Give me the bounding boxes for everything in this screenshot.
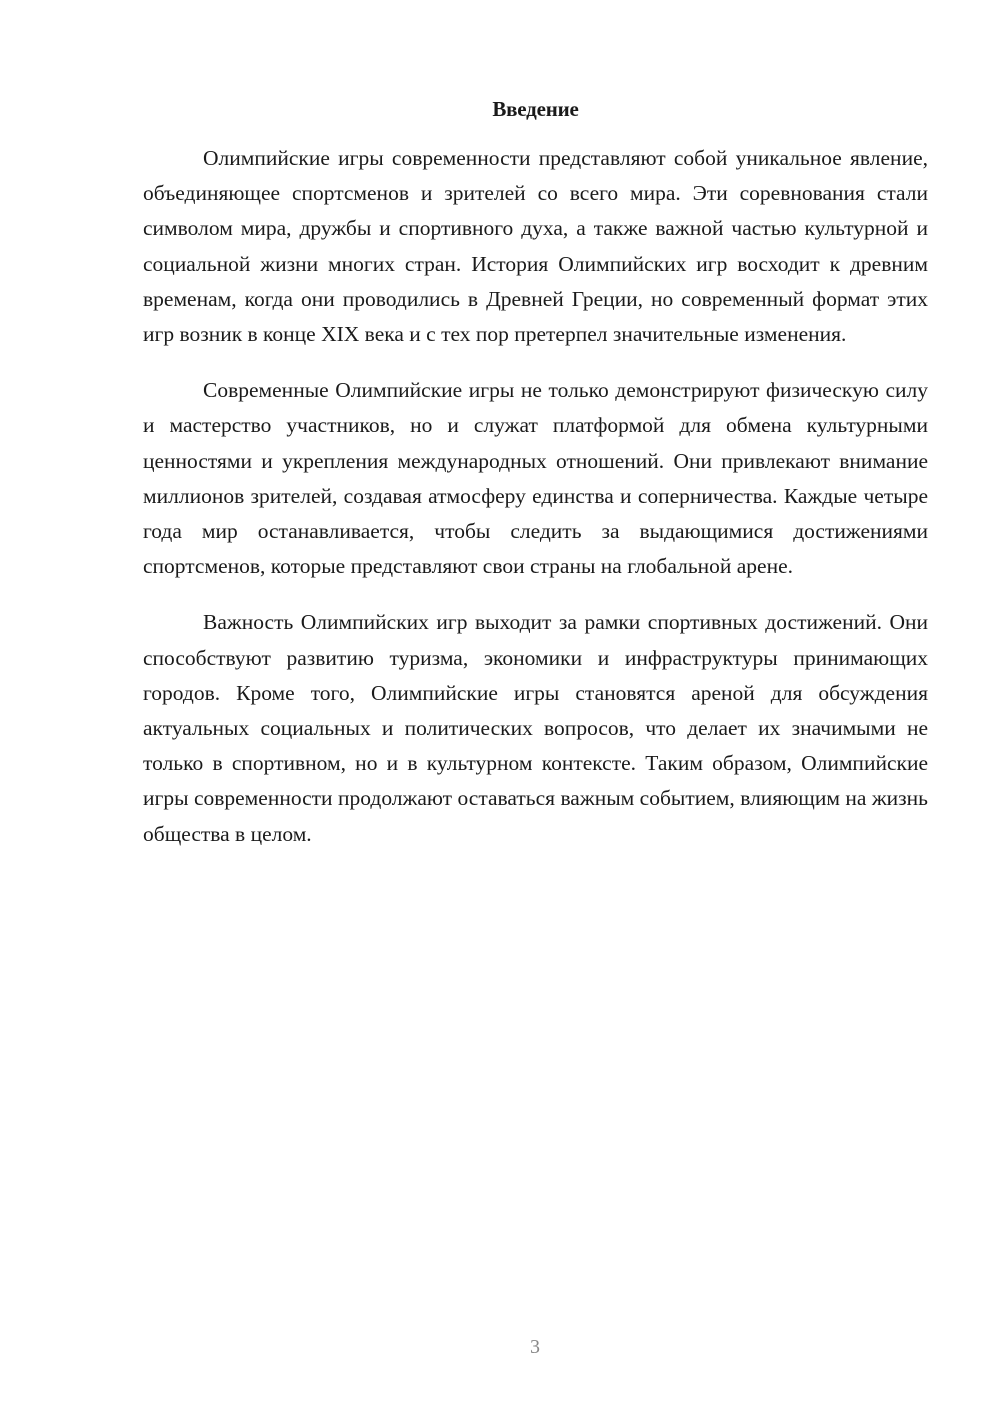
paragraph-2: Современные Олимпийские игры не только демонстрируют физическую силу и мастерство участников, но и служат платформой для обмена культурными ценностями и укрепления международных отношений. Они привлекают внимание миллионов зрителей, создавая атмосферу единства и соперничества. Каждые четыре года мир останавливается, чтобы следить за выдающимися достижениями спортсменов, которые представляют свои страны на глобальной арене. [143, 378, 928, 579]
page-number: 3 [530, 1336, 540, 1358]
paragraph-1: Олимпийские игры современности представляют собой уникальное явление, объединяющее спортсменов и зрителей со всего мира. Эти соревнования стали символом мира, дружбы и спортивного духа, а также важной частью культурной и социальной жизни многих стран. История Олимпийских игр восходит к древним временам, когда они проводились в Древней Греции, но современный формат этих игр возник в конце XIX века и с тех пор претерпел значительные изменения. [143, 146, 928, 347]
section-title: Введение [492, 97, 579, 121]
page-content [143, 92, 928, 852]
paragraph-3: Важность Олимпийских игр выходит за рамки спортивных достижений. Они способствуют развитию туризма, экономики и инфраструктуры принимающих городов. Кроме того, Олимпийские игры становятся ареной для обсуждения актуальных социальных и политических вопросов, что делает их значимыми не только в спортивном, но и в культурном контексте. Таким образом, Олимпийские игры современности продолжают оставаться важным событием, влияющим на жизнь общества в целом. [143, 610, 928, 846]
